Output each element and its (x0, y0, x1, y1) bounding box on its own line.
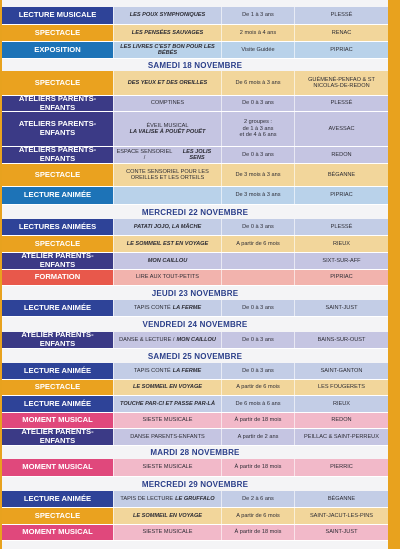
event-age-line: De 1 à 3 ans (242, 12, 274, 19)
event-category: ATELIER PARENTS-ENFANTS (2, 253, 113, 269)
event-title-text: LE SOMMEIL EN VOYAGE (132, 384, 203, 391)
event-title-text: DES YEUX ET DES OREILLES (127, 79, 208, 86)
event-place: SAINT-JUST (294, 525, 388, 540)
event-age (221, 236, 294, 252)
event-age (221, 363, 294, 379)
event-place: GUÉMENÉ-PENFAO & ST NICOLAS-DE-REDON (294, 71, 388, 95)
event-age (221, 413, 294, 428)
event-place: AVESSAC (294, 112, 388, 146)
event-title-text: LES LIVRES C'EST BON POUR LES BÉBÉS (120, 43, 215, 56)
event-place: PLESSÉ (294, 96, 388, 111)
event-age-line: À partir de 18 mois (234, 464, 282, 471)
date-header: JEUDI 23 NOVEMBRE (2, 286, 388, 300)
event-title-text: DANSE PARENTS-ENFANTS (130, 433, 205, 440)
event-title (113, 42, 221, 58)
page-edge (388, 0, 400, 549)
date-header: MARDI 28 NOVEMBRE (2, 446, 388, 459)
event-row (2, 147, 388, 164)
event-title-text: LE SOMMEIL EN VOYAGE (132, 512, 203, 519)
event-age-line: De 0 à 3 ans (242, 304, 274, 311)
event-place: PIERRIC (294, 459, 388, 476)
event-row (2, 396, 388, 413)
event-category: SPECTACLE (2, 236, 113, 252)
event-title-text: LE SOMMEIL EST EN VOYAGE (126, 240, 209, 247)
event-row (2, 459, 388, 477)
event-place: PIPRIAC (294, 187, 388, 204)
event-title-text: DANSE & LECTURE / (119, 336, 175, 343)
event-age-line: De 6 mois à 6 ans (235, 400, 281, 407)
event-category: MOMENT MUSICAL (2, 413, 113, 428)
event-age-line: et de 4 à 6 ans (239, 132, 277, 139)
event-age (221, 459, 294, 476)
event-age-line: De 0 à 3 ans (242, 151, 274, 158)
event-age (221, 71, 294, 95)
event-title-text: LIRE AUX TOUT-PETITS (136, 274, 199, 281)
event-title (113, 332, 221, 348)
event-age (221, 25, 294, 41)
event-title-subtext: MON CAILLOU (176, 336, 216, 343)
event-category: ATELIER PARENTS-ENFANTS (2, 429, 113, 445)
event-row (2, 429, 388, 446)
event-place: LES FOUGERETS (294, 380, 388, 395)
event-row (2, 96, 388, 112)
event-place: BAINS-SUR-OUST (294, 332, 388, 348)
event-age (221, 112, 294, 146)
event-category: SPECTACLE (2, 508, 113, 524)
event-category: LECTURE MUSICALE (2, 7, 113, 24)
event-row (2, 25, 388, 42)
event-age-line: De 0 à 3 ans (242, 100, 274, 107)
event-age (221, 7, 294, 24)
event-title (113, 253, 221, 269)
event-place: PLESSÉ (294, 7, 388, 24)
event-row (2, 112, 388, 147)
event-row (2, 525, 388, 541)
event-title-text: LES POUX SYMPHONIQUES (129, 12, 206, 19)
event-category: ATELIERS PARENTS-ENFANTS (2, 112, 113, 146)
event-age (221, 164, 294, 186)
event-age-line: A partir de 6 mois (236, 240, 280, 247)
event-row (2, 380, 388, 396)
event-age-line: De 2 à 6 ans (242, 495, 274, 502)
event-place: SAINT-JACUT-LES-PINS (294, 508, 388, 524)
event-title (113, 270, 221, 285)
event-row (2, 332, 388, 349)
event-title-text: SIESTE MUSICALE (142, 417, 193, 424)
event-age-line: De 0 à 3 ans (242, 367, 274, 374)
event-category: ATELIERS PARENTS-ENFANTS (2, 96, 113, 111)
event-category: LECTURE ANIMÉE (2, 300, 113, 316)
event-title (113, 164, 221, 186)
event-age (221, 96, 294, 111)
event-category: FORMATION (2, 270, 113, 285)
event-place: SAINT-GANTON (294, 363, 388, 379)
event-row (2, 270, 388, 286)
event-title (113, 219, 221, 235)
event-row (2, 508, 388, 525)
event-title (113, 7, 221, 24)
event-category: LECTURE ANIMÉE (2, 396, 113, 412)
event-title-text: TOUCHE PAR-CI ET PASSE PAR-LÀ (120, 400, 215, 407)
event-title-subtext: LA VALISE À POUËT POUËT (129, 129, 206, 135)
event-title (113, 147, 221, 163)
event-title (113, 300, 221, 316)
event-title (113, 429, 221, 445)
event-place: REDON (294, 147, 388, 163)
event-category: MOMENT MUSICAL (2, 459, 113, 476)
event-age (221, 332, 294, 348)
event-title-text: PATATI JOJO, LA MÂCHE (133, 223, 202, 230)
event-place: REDON (294, 413, 388, 428)
event-row (2, 236, 388, 253)
event-row (2, 187, 388, 205)
event-age-line: 2 groupes : (244, 119, 272, 126)
event-title (113, 396, 221, 412)
event-title-text: CONTE SENSORIEL POUR LES OREILLES ET LES ORTEILS (126, 168, 209, 181)
event-title (113, 187, 221, 204)
event-title-subtext: LES JOLIS SENS (182, 148, 212, 161)
event-age-line: De 3 mois à 3 ans (235, 192, 281, 199)
event-age-line: 2 mois à 4 ans (239, 29, 277, 36)
event-row (2, 71, 388, 96)
event-title (113, 25, 221, 41)
event-age (221, 508, 294, 524)
date-header: MERCREDI 22 NOVEMBRE (2, 205, 388, 219)
event-age-line: A partir de 6 mois (236, 384, 280, 391)
event-age-line: De 0 à 3 ans (242, 223, 274, 230)
event-title (113, 491, 221, 507)
event-age (221, 491, 294, 507)
event-category: MOMENT MUSICAL (2, 525, 113, 540)
programme-sheet (2, 0, 388, 549)
event-age (221, 300, 294, 316)
event-category: SPECTACLE (2, 71, 113, 95)
event-title (113, 525, 221, 540)
event-title (113, 112, 221, 146)
event-age (221, 429, 294, 445)
event-category: SPECTACLE (2, 164, 113, 186)
event-place: BÉGANNE (294, 491, 388, 507)
event-row (2, 413, 388, 429)
date-header: MERCREDI 29 NOVEMBRE (2, 477, 388, 491)
event-age-line: De 6 mois à 3 ans (235, 79, 281, 86)
event-category: ATELIER PARENTS-ENFANTS (2, 332, 113, 348)
event-place: PEILLAC & SAINT-PERREUX (294, 429, 388, 445)
event-age (221, 525, 294, 540)
event-place: PIPRIAC (294, 42, 388, 58)
event-place: SAINT-JUST (294, 300, 388, 316)
event-place: PLESSÉ (294, 219, 388, 235)
event-row (2, 219, 388, 236)
event-category: LECTURES ANIMÉES (2, 219, 113, 235)
event-title-text: MON CAILLOU (147, 257, 188, 264)
event-age (221, 42, 294, 58)
event-place: RIEUX (294, 236, 388, 252)
event-category: ATELIERS PARENTS-ENFANTS (2, 147, 113, 163)
event-place: BÉGANNE (294, 164, 388, 186)
event-row (2, 7, 388, 25)
event-age-line: Visite Guidée (241, 46, 275, 53)
event-title (113, 413, 221, 428)
event-title (113, 380, 221, 395)
date-header: SAMEDI 18 NOVEMBRE (2, 59, 388, 71)
event-age (221, 253, 294, 269)
event-title (113, 363, 221, 379)
event-title-text: TAPIS DE LECTURE (120, 495, 174, 502)
event-row (2, 42, 388, 59)
event-title (113, 508, 221, 524)
event-title-text: ESPACE SENSORIEL / (116, 148, 173, 161)
event-age (221, 380, 294, 395)
event-title-text: TAPIS CONTÉ (133, 304, 171, 311)
event-age-line: À partir de 18 mois (234, 417, 282, 424)
event-category: LECTURE ANIMÉE (2, 187, 113, 204)
event-place: PIPRIAC (294, 270, 388, 285)
event-title-text: TAPIS CONTÉ (133, 367, 171, 374)
event-age-line: De 3 mois à 3 ans (235, 171, 281, 178)
event-age-line: A partir de 6 mois (236, 512, 280, 519)
event-age (221, 219, 294, 235)
event-age-line: De 0 à 3 ans (242, 336, 274, 343)
event-place: RIEUX (294, 396, 388, 412)
event-age-line: A partir de 2 ans (237, 433, 279, 440)
event-age (221, 270, 294, 285)
event-title-text: SIESTE MUSICALE (142, 464, 193, 471)
event-place: SIXT-SUR-AFF (294, 253, 388, 269)
date-header: VENDREDI 24 NOVEMBRE (2, 317, 388, 332)
event-title (113, 96, 221, 111)
event-row (2, 164, 388, 187)
event-category: LECTURE ANIMÉE (2, 363, 113, 379)
event-category: SPECTACLE (2, 25, 113, 41)
event-row (2, 300, 388, 317)
event-title (113, 236, 221, 252)
event-title-subtext: LA FERME (172, 367, 202, 374)
event-category: SPECTACLE (2, 380, 113, 395)
event-title-subtext: LE GRUFFALO (175, 495, 215, 502)
event-age (221, 396, 294, 412)
event-title (113, 459, 221, 476)
event-age-line: de 1 à 3 ans (242, 125, 274, 132)
event-category: EXPOSITION (2, 42, 113, 58)
event-age-line: À partir de 18 mois (234, 529, 282, 536)
event-title-text: LES PENSÉES SAUVAGES (131, 29, 204, 36)
date-header: SAMEDI 25 NOVEMBRE (2, 349, 388, 363)
event-title-text: SIESTE MUSICALE (142, 529, 193, 536)
event-place: RENAC (294, 25, 388, 41)
event-title-subtext: LA FERME (172, 304, 202, 311)
event-title (113, 71, 221, 95)
event-title-text: COMPTINES (150, 100, 185, 107)
event-row (2, 491, 388, 508)
event-age (221, 147, 294, 163)
event-row (2, 363, 388, 380)
event-category: LECTURE ANIMÉE (2, 491, 113, 507)
event-row (2, 253, 388, 270)
event-title-text: ÉVEIL MUSICAL (146, 122, 189, 129)
event-age (221, 187, 294, 204)
